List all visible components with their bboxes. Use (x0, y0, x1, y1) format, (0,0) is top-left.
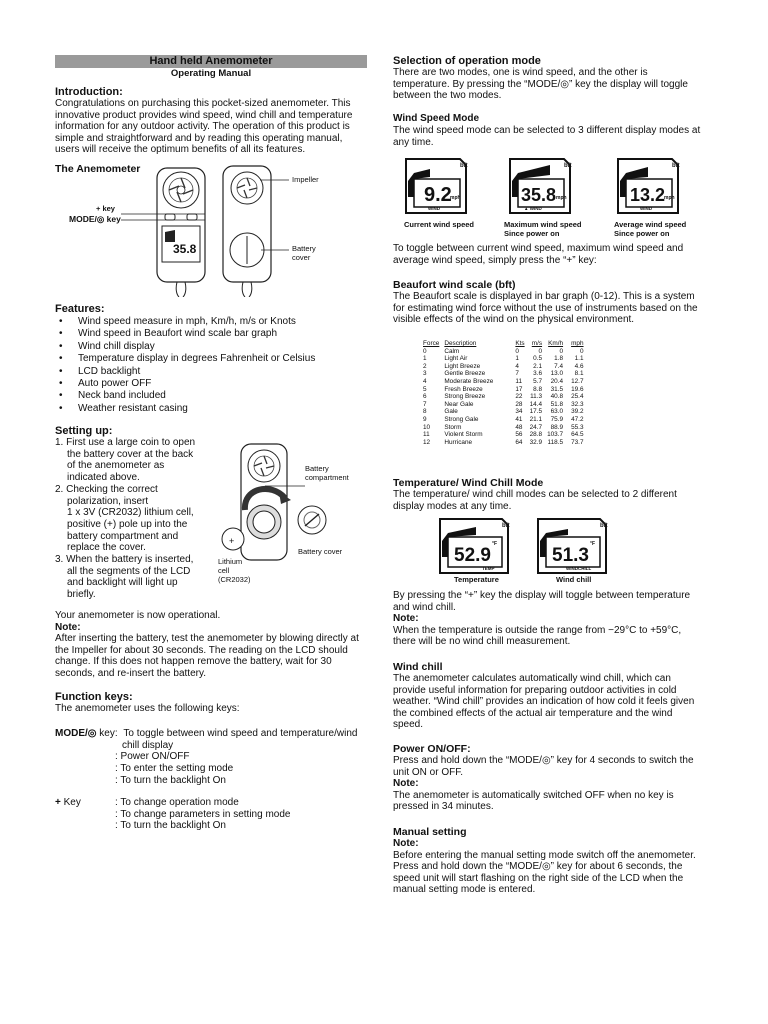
table-cell: 1 (423, 355, 427, 363)
setup-steps (55, 437, 225, 601)
setup-step: 2. Checking the correct (55, 483, 158, 495)
wind-chill-section (393, 661, 713, 731)
lcd-value: 13.2 (630, 185, 666, 205)
selection-section (393, 55, 713, 102)
plus-key-text: + key (96, 204, 115, 213)
function-keys-intro: The anemometer uses the following keys: (55, 703, 240, 714)
mode-key-desc: chill display (122, 739, 174, 751)
lcd-tag: WIND (640, 206, 652, 211)
intro-line: Congratulations on purchasing this pocket-sized anemometer. This (55, 98, 351, 109)
function-keys-heading: Function keys: (55, 691, 133, 703)
table-cell: 0 (538, 347, 543, 355)
toggle-line: average wind speed, simply press the “+” key: (393, 254, 597, 266)
table-row (423, 431, 589, 439)
introduction-section (55, 86, 367, 156)
lithium-line: (CR2032) (218, 575, 251, 584)
caption-line: Average wind speed (614, 220, 687, 229)
wind-chill-heading: Wind chill (393, 661, 443, 673)
power-note-line: The anemometer is automatically switched OFF when no key is (393, 789, 674, 801)
table-cell: 10 (423, 423, 431, 431)
temperature-line: The temperature/ wind chill modes can be selected to 2 different (393, 489, 677, 500)
column-header: Kts (515, 340, 525, 347)
bft-tag: bft (672, 163, 680, 169)
table-row (423, 386, 589, 394)
table-cell: 51.8 (550, 400, 564, 408)
caption-current (404, 221, 474, 230)
mode-key-name: MODE/◎ (55, 728, 97, 739)
table-cell: 24.7 (529, 423, 543, 431)
bft-tag: bft (600, 523, 608, 529)
table-cell: Hurricane (444, 438, 473, 446)
table-cell: 75.9 (550, 415, 564, 423)
lcd-unit: mph (556, 195, 567, 201)
power-note-label: Note: (393, 778, 419, 790)
battery-cover-label-2: Battery cover (298, 547, 343, 556)
table-cell: 7 (515, 370, 519, 378)
table-row (423, 363, 589, 371)
table-cell: 11 (423, 431, 430, 439)
wind-speed-mode-section (393, 113, 713, 148)
manual-line: speed unit will start flashing on the right side of the LCD when the (393, 872, 684, 884)
table-row (423, 370, 589, 378)
toggle2-line: By pressing the “+” key the display will toggle between temperature (393, 590, 691, 601)
mode-key-desc: : To turn the backlight On (115, 774, 226, 786)
table-cell: 0 (559, 347, 564, 355)
beaufort-line: for estimating wind force without the use of instruments based on the (393, 302, 698, 314)
document-subtitle: Operating Manual (170, 68, 252, 79)
table-cell: 64.5 (571, 431, 584, 439)
beaufort-section (393, 279, 713, 326)
bft-tag: bft (502, 523, 510, 529)
table-cell: 1.1 (574, 355, 584, 363)
table-cell: Gentle Breeze (444, 370, 486, 378)
bft-tag: bft (564, 163, 572, 169)
table-cell: 1.8 (554, 355, 564, 363)
setup-step: all the segments of the LCD (67, 565, 191, 577)
setup-step: 1 x 3V (CR2032) lithium cell, (67, 507, 194, 519)
table-cell: 48 (515, 423, 523, 431)
lcd-tag: WIND (428, 206, 440, 211)
lcd-unit: mph (664, 195, 675, 201)
list-item: • Wind chill display (55, 341, 367, 353)
wind-chill-line: speed. (393, 719, 424, 731)
list-item: • Auto power OFF (55, 378, 367, 390)
manual-line: Before entering the manual setting mode switch off the anemometer. (393, 849, 696, 861)
beaufort-table (423, 340, 589, 446)
column-header: Km/h (548, 340, 564, 347)
caption-line: Since power on (504, 228, 560, 238)
table-row (423, 424, 589, 432)
list-item: • Temperature display in degrees Fahrenheit or Celsius (55, 353, 367, 365)
caption-line: Since power on (614, 228, 670, 238)
table-row (423, 348, 589, 356)
list-item: • Neck band included (55, 390, 367, 402)
caption-maximum (504, 221, 582, 238)
plus-key-desc: : To turn the backlight On (115, 820, 226, 832)
anemometer-heading: The Anemometer (55, 163, 141, 175)
setup-step: the battery cover at the back (67, 448, 194, 460)
table-cell: 34 (515, 408, 523, 416)
lcd-value: 35.8 (521, 185, 557, 205)
list-item: • Weather resistant casing (55, 403, 367, 415)
list-item: • LCD backlight (55, 366, 367, 378)
power-heading: Power ON/OFF: (393, 743, 471, 755)
table-cell: 0.5 (533, 355, 543, 363)
selection-line: temperature. By pressing the “MODE/◎” key the display will toggle (393, 78, 688, 90)
temperature-section (393, 477, 713, 512)
table-cell: 4.6 (574, 362, 584, 370)
table-cell: 6 (423, 393, 427, 401)
toggle2-line: and wind chill. (393, 601, 456, 613)
mode-key-desc: : Power ON/OFF (115, 751, 190, 763)
plus-key-block (55, 797, 367, 832)
lcd-average (618, 159, 680, 213)
table-cell: Fresh Breeze (444, 385, 483, 393)
wind-chill-line: The anemometer calculates automatically wind chill, which can (393, 673, 671, 684)
setup-step: of the anemometer as (67, 460, 165, 472)
list-item: • Wind speed measure in mph, Km/h, m/s or Knots (55, 316, 367, 328)
note-label: Note: (55, 621, 81, 633)
table-cell: 3 (423, 370, 427, 378)
table-row (423, 355, 589, 363)
power-line: Press and hold down the “MODE/◎” key for 4 seconds to switch the (393, 755, 694, 766)
setup-step: battery compartment and (67, 530, 179, 542)
function-keys-section (55, 691, 367, 715)
table-cell: 12.7 (571, 377, 584, 385)
lcd-maximum (510, 159, 572, 213)
setup-step: 3. When the battery is inserted, (55, 554, 194, 566)
temperature-displays (436, 517, 636, 589)
selection-heading: Selection of operation mode (393, 55, 541, 67)
lcd-wind-chill (538, 519, 608, 573)
lithium-line: cell (218, 566, 230, 575)
table-cell: 73.7 (571, 438, 584, 446)
beaufort-line: visible effects of the wind on the physical environment. (393, 314, 635, 326)
battery-compartment-label (305, 464, 349, 482)
manual-setting-section (393, 826, 713, 896)
wind-chill-line: the combined effects of the actual air temperature and the wind (393, 707, 673, 719)
note-line: change. If this does not happen remove the battery, wait for 30 (55, 656, 332, 668)
note-line: seconds, and re-insert the battery. (55, 667, 207, 679)
table-cell: Light Breeze (444, 362, 481, 370)
setup-step: 1. First use a large coin to open (55, 437, 196, 448)
table-cell: 56 (515, 431, 523, 439)
setup-section (55, 425, 225, 601)
table-cell: 9 (423, 415, 427, 423)
table-cell: 63.0 (550, 408, 564, 416)
table-row (423, 393, 589, 401)
toggle-section (393, 243, 713, 266)
manual-note-label: Note: (393, 838, 419, 849)
beaufort-table-container (423, 340, 589, 446)
table-cell: 0 (423, 347, 427, 355)
table-cell: Moderate Breeze (444, 377, 494, 385)
features-section (55, 303, 367, 415)
table-cell: 40.8 (550, 393, 564, 401)
selection-line: between the two modes. (393, 90, 502, 102)
temp-lcd-illustration (436, 517, 636, 577)
table-cell: 41 (515, 415, 523, 423)
table-cell: 4 (423, 377, 427, 385)
table-cell: Gale (444, 408, 458, 416)
column-header: m/s (531, 340, 543, 347)
caption-line: Maximum wind speed (504, 220, 582, 229)
beaufort-line: The Beaufort scale is displayed in bar graph (0-12). This is a system (393, 291, 695, 302)
lithium-line: Lithium (218, 557, 243, 566)
column-header: Force (423, 340, 440, 347)
table-cell: 8.8 (533, 385, 543, 393)
wind-speed-mode-line: any time. (393, 136, 434, 148)
table-cell: 39.2 (571, 408, 584, 416)
caption-wind-chill: Wind chill (556, 575, 592, 584)
table-cell: 103.7 (547, 431, 564, 439)
table-cell: 88.9 (550, 423, 564, 431)
operational-text: Your anemometer is now operational. (55, 610, 221, 621)
table-cell: 31.5 (550, 385, 564, 393)
table-cell: 0 (515, 347, 519, 355)
caption-average (614, 221, 686, 238)
table-cell: 5.7 (533, 377, 543, 385)
setup-heading: Setting up: (55, 425, 113, 437)
lcd-displays-illustration (400, 157, 710, 219)
plus-key-name: + (55, 797, 61, 808)
table-cell: Strong Gale (444, 415, 479, 423)
column-header: Description (444, 340, 477, 347)
table-cell: 28.8 (529, 431, 543, 439)
table-cell: 17.5 (529, 408, 543, 416)
table-cell: 4 (515, 362, 519, 370)
lcd-unit: mph (450, 195, 461, 201)
table-row (423, 408, 589, 416)
intro-line: information for any outdoor activity. The operation of this product is (55, 121, 350, 133)
table-row (423, 439, 589, 447)
note-line: there will be no wind chill measurement. (393, 636, 571, 648)
setup-step: indicated above. (67, 472, 140, 484)
setup-step: replace the cover. (67, 542, 146, 554)
table-cell: Light Air (444, 355, 468, 363)
caption-line: Current wind speed (404, 220, 475, 229)
beaufort-heading: Beaufort wind scale (bft) (393, 279, 516, 291)
toggle2-section (393, 590, 713, 648)
table-row (423, 416, 589, 424)
impeller-label: Impeller (292, 175, 319, 184)
table-cell: 2 (423, 362, 427, 370)
table-row (423, 401, 589, 409)
table-cell: 8.1 (574, 370, 584, 378)
lcd-current (406, 159, 468, 213)
battery-cover-label-line: Battery (292, 244, 316, 253)
table-cell: 64 (515, 438, 523, 446)
table-cell: 47.2 (571, 415, 584, 423)
plus-pole-mark: + (229, 536, 235, 546)
table-cell: 7.4 (554, 362, 564, 370)
mode-key-block (55, 728, 367, 787)
list-item: • Wind speed in Beaufort wind scale bar graph (55, 328, 367, 340)
lcd-value: 51.3 (552, 545, 589, 566)
power-section (393, 743, 713, 813)
features-heading: Features: (55, 303, 105, 315)
column-header: mph (571, 340, 584, 347)
table-cell: 118.5 (547, 438, 564, 446)
bft-tag: bft (460, 163, 468, 169)
mode-key-row (55, 728, 367, 740)
power-note-line: pressed in 34 minutes. (393, 801, 494, 813)
setup-step: and backlight will light up (67, 577, 178, 589)
table-cell: 13.0 (550, 370, 564, 378)
table-cell: 7 (423, 400, 427, 408)
setup-step: positive (+) pole up into the (67, 518, 188, 530)
table-cell: 11.3 (530, 393, 543, 401)
lcd-value: 9.2 (424, 184, 452, 206)
note-line: After inserting the battery, test the anemometer by blowing directly at (55, 633, 359, 645)
table-cell: 21.1 (529, 415, 543, 423)
toggle-line: To toggle between current wind speed, maximum wind speed and (393, 243, 684, 254)
wind-speed-displays (400, 157, 710, 241)
table-cell: 28 (515, 400, 523, 408)
lithium-cell-label (218, 557, 251, 584)
table-cell: 11 (515, 377, 523, 385)
lcd-temperature (440, 519, 510, 573)
lcd-unit: °F (590, 541, 596, 547)
plus-key-label (96, 204, 115, 213)
note-line: When the temperature is outside the range from −29°C to +59°C, (393, 624, 682, 636)
table-cell: Storm (444, 423, 462, 431)
table-cell: 3.6 (533, 370, 543, 378)
plus-key-suffix: Key (60, 797, 81, 808)
plus-key-desc: : To change operation mode (115, 797, 239, 808)
selection-line: There are two modes, one is wind speed, and the other is (393, 67, 648, 78)
mode-key-label: MODE/◎ key (69, 214, 121, 224)
table-cell: 55.3 (571, 423, 584, 431)
table-cell: 0 (579, 347, 584, 355)
caption-temperature: Temperature (454, 575, 499, 584)
intro-line: innovative product provides wind speed, wind chill and temperature (55, 109, 353, 121)
plus-key-desc: : To change parameters in setting mode (115, 808, 291, 820)
features-list (55, 316, 367, 415)
table-cell: 1 (515, 355, 519, 363)
plus-key-row (55, 797, 367, 809)
wind-speed-mode-line: The wind speed mode can be selected to 3 different display modes at (393, 125, 701, 136)
table-cell: 17 (515, 385, 523, 393)
battery-cover-label-line: cover (292, 253, 311, 262)
manual-line: manual setting mode is entered. (393, 884, 536, 896)
table-cell: 14.4 (529, 400, 543, 408)
table-cell: Violent Storm (444, 431, 483, 439)
table-cell: 25.4 (571, 393, 584, 401)
setup-step: briefly. (67, 589, 96, 601)
wind-chill-line: weather. “Wind chill” provides an indication of how cold it feels given (393, 696, 695, 708)
temperature-heading: Temperature/ Wind Chill Mode (393, 477, 544, 489)
intro-line: users will receive the optimum benefits of all its features. (55, 144, 306, 156)
lcd-value: 52.9 (454, 545, 491, 566)
mode-key-desc: : To enter the setting mode (115, 763, 234, 775)
battery-figure (215, 440, 365, 590)
table-cell: Calm (444, 347, 460, 355)
note-line: the Impeller for about 30 seconds. The reading on the LCD should (55, 644, 348, 656)
power-line: unit ON or OFF. (393, 766, 464, 778)
document-title: Hand held Anemometer (55, 55, 367, 68)
mode-key-suffix: key: (96, 728, 118, 739)
table-cell: 5 (423, 385, 427, 393)
table-cell: 12 (423, 438, 431, 446)
table-cell: 32.9 (529, 438, 543, 446)
lcd-unit: °F (492, 541, 498, 547)
setup-step: polarization, insert (67, 495, 149, 507)
table-cell: Strong Breeze (444, 393, 486, 401)
note-label: Note: (393, 613, 419, 625)
battery-cover-label (292, 244, 316, 262)
table-cell: Near Gale (444, 400, 474, 408)
lcd-tag: TEMP (482, 566, 495, 571)
beaufort-table-body (423, 348, 589, 447)
table-cell: 8 (423, 408, 427, 416)
temperature-line: display modes at any time. (393, 500, 512, 512)
battery-compartment-line: compartment (305, 473, 349, 482)
table-header-row (423, 340, 589, 348)
table-cell: 32.3 (571, 400, 584, 408)
manual-setting-heading: Manual setting (393, 826, 467, 838)
introduction-heading: Introduction: (55, 86, 123, 98)
intro-line: simple and straightforward and by reading this operating manual, (55, 132, 343, 144)
battery-compartment-line: Battery (305, 464, 329, 473)
operational-section (55, 610, 367, 680)
manual-line: Press and hold down the “MODE/◎” key for about 6 seconds, the (393, 861, 683, 873)
lcd-tag: ▲ WIND (524, 206, 542, 211)
anemometer-figure (55, 162, 365, 297)
wind-chill-line: provide useful information for preparing outdoor activities in cold (393, 684, 677, 696)
lcd-tag: WINDCHILL (566, 566, 592, 571)
mode-key-desc: To toggle between wind speed and temperature/wind (123, 728, 358, 739)
front-lcd-value: 35.8 (173, 242, 197, 256)
wind-speed-mode-heading: Wind Speed Mode (393, 113, 480, 124)
table-cell: 19.6 (571, 385, 584, 393)
table-row (423, 378, 589, 386)
table-cell: 22 (515, 393, 523, 401)
table-cell: 20.4 (550, 377, 564, 385)
table-cell: 2.1 (533, 362, 543, 370)
